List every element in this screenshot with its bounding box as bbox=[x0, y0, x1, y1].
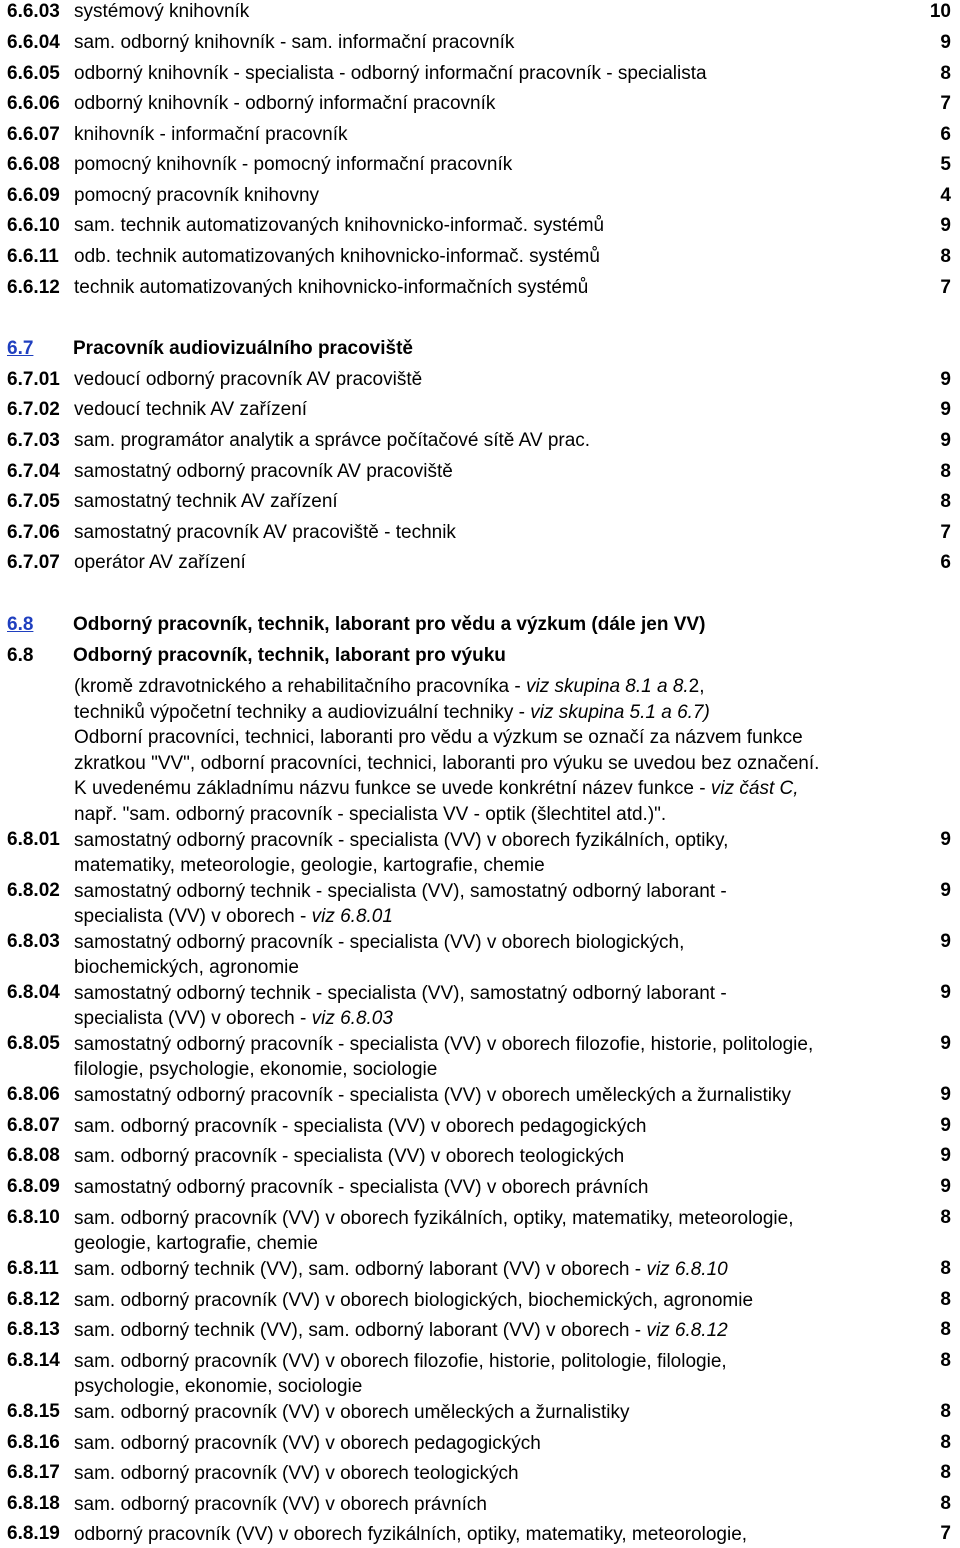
item-title-line bbox=[74, 1374, 934, 1399]
item-title-line bbox=[74, 1288, 934, 1313]
section-heading bbox=[0, 644, 960, 668]
pay-grade: 5 bbox=[940, 154, 951, 175]
item-code: 6.8.09 bbox=[7, 1176, 60, 1197]
pay-grade: 7 bbox=[940, 93, 951, 114]
item-reference: viz 6.8.10 bbox=[646, 1259, 728, 1280]
item-title-text: samostatný odborný pracovník - specialista (VV) v oborech filozofie, historie, politologie, bbox=[74, 1034, 814, 1055]
item-title-line bbox=[74, 828, 934, 853]
note-line bbox=[74, 776, 944, 802]
pay-grade: 9 bbox=[940, 399, 951, 420]
item-reference: viz 6.8.12 bbox=[646, 1320, 728, 1341]
item-title bbox=[74, 1114, 934, 1139]
item-title-line bbox=[74, 904, 934, 929]
item-title-line bbox=[74, 1032, 934, 1057]
pay-grade: 8 bbox=[940, 1207, 951, 1228]
item-code: 6.8.03 bbox=[7, 931, 60, 952]
item-code: 6.6.10 bbox=[7, 215, 60, 236]
item-code: 6.6.03 bbox=[7, 1, 60, 22]
item-title bbox=[74, 1257, 934, 1282]
item-code: 6.6.08 bbox=[7, 154, 60, 175]
item-title-line bbox=[74, 1006, 934, 1031]
item-code: 6.8.15 bbox=[7, 1401, 60, 1422]
pay-grade: 9 bbox=[940, 1084, 951, 1105]
item-code: 6.6.05 bbox=[7, 63, 60, 84]
pay-grade: 7 bbox=[940, 277, 951, 298]
item-title: sam. technik automatizovaných knihovnicko-informač. systémů bbox=[74, 215, 605, 236]
item-title-text: sam. odborný pracovník (VV) v oborech pedagogických bbox=[74, 1433, 541, 1454]
table-row bbox=[0, 551, 960, 575]
note-reference: viz skupina 5.1 a 6.7) bbox=[530, 701, 710, 723]
item-title-text: biochemických, agronomie bbox=[74, 957, 299, 978]
item-title-text: sam. odborný technik (VV), sam. odborný laborant (VV) v oborech - bbox=[74, 1259, 647, 1280]
item-title bbox=[74, 1318, 934, 1343]
item-title: sam. odborný knihovník - sam. informační pracovník bbox=[74, 32, 515, 53]
item-title: odb. technik automatizovaných knihovnicko-informač. systémů bbox=[74, 246, 600, 267]
item-title: odborný knihovník - odborný informační pracovník bbox=[74, 93, 496, 114]
note-text: zkratkou "VV", odborní pracovníci, technici, laboranti pro výuku se uvedou bez označení. bbox=[74, 752, 820, 774]
item-title-line bbox=[74, 1431, 934, 1456]
item-title: Pracovník audiovizuálního pracoviště bbox=[73, 338, 413, 359]
table-row bbox=[0, 0, 960, 24]
table-row bbox=[0, 31, 960, 55]
note-line bbox=[74, 751, 944, 777]
item-code: 6.8.07 bbox=[7, 1115, 60, 1136]
table-row bbox=[0, 981, 960, 1031]
note-text: Odborní pracovníci, technici, laboranti pro vědu a výzkum se označí za názvem funkce bbox=[74, 727, 803, 748]
pay-grade: 7 bbox=[940, 522, 951, 543]
item-title-line bbox=[74, 1257, 934, 1282]
item-title-line bbox=[74, 955, 934, 980]
item-title-text: filologie, psychologie, ekonomie, sociologie bbox=[74, 1059, 438, 1080]
item-title: pomocný knihovník - pomocný informační pracovník bbox=[74, 154, 513, 175]
note-text: (kromě zdravotnického a rehabilitačního pracovníka - bbox=[74, 676, 527, 697]
table-row bbox=[0, 1032, 960, 1082]
item-code: 6.8.16 bbox=[7, 1432, 60, 1453]
item-code: 6.8 bbox=[7, 645, 34, 666]
table-row bbox=[0, 398, 960, 422]
item-title bbox=[74, 1461, 934, 1486]
table-row bbox=[0, 828, 960, 878]
note-reference: viz skupina 8.1 a 8. bbox=[526, 676, 689, 697]
table-row bbox=[0, 1114, 960, 1140]
pay-grade: 6 bbox=[940, 552, 951, 573]
item-title-line bbox=[74, 981, 934, 1006]
item-title: vedoucí technik AV zařízení bbox=[74, 399, 308, 420]
item-code: 6.8.01 bbox=[7, 829, 60, 850]
table-row bbox=[0, 92, 960, 116]
pay-grade: 9 bbox=[940, 369, 951, 390]
item-title bbox=[74, 1206, 934, 1256]
item-code: 6.8.14 bbox=[7, 1350, 60, 1371]
item-title-text: samostatný odborný pracovník - specialista (VV) v oborech biologických, bbox=[74, 932, 685, 953]
item-title-text: sam. odborný technik (VV), sam. odborný laborant (VV) v oborech - bbox=[74, 1320, 647, 1341]
section-code-link[interactable]: 6.7 bbox=[7, 338, 34, 359]
item-code: 6.6.07 bbox=[7, 124, 60, 145]
item-title-text: samostatný odborný pracovník - specialista (VV) v oborech právních bbox=[74, 1177, 649, 1198]
table-row bbox=[0, 1318, 960, 1344]
item-title-text: sam. odborný pracovník (VV) v oborech teologických bbox=[74, 1463, 519, 1484]
note-line bbox=[74, 802, 944, 828]
item-code: 6.7.02 bbox=[7, 399, 60, 420]
item-title-text: matematiky, meteorologie, geologie, kartografie, chemie bbox=[74, 855, 545, 876]
item-reference: viz 6.8.01 bbox=[311, 906, 393, 927]
section-heading bbox=[0, 337, 960, 361]
pay-grade: 9 bbox=[940, 1145, 951, 1166]
item-code: 6.8.08 bbox=[7, 1145, 60, 1166]
section-note bbox=[74, 674, 944, 827]
item-code: 6.8.06 bbox=[7, 1084, 60, 1105]
item-title-line bbox=[74, 1349, 934, 1374]
pay-grade: 8 bbox=[940, 1350, 951, 1371]
item-title-text: sam. odborný pracovník - specialista (VV) v oborech pedagogických bbox=[74, 1116, 647, 1137]
item-title: knihovník - informační pracovník bbox=[74, 124, 348, 145]
table-row bbox=[0, 184, 960, 208]
pay-grade: 9 bbox=[940, 829, 951, 850]
pay-grade: 9 bbox=[940, 1115, 951, 1136]
item-title-line bbox=[74, 879, 934, 904]
pay-grade: 7 bbox=[940, 1523, 951, 1544]
note-line bbox=[74, 725, 944, 751]
item-title-text: specialista (VV) v oborech - bbox=[74, 1008, 312, 1029]
table-row bbox=[0, 62, 960, 86]
item-title-line bbox=[74, 1175, 934, 1200]
table-row bbox=[0, 1400, 960, 1426]
item-code: 6.8.10 bbox=[7, 1207, 60, 1228]
item-title: samostatný technik AV zařízení bbox=[74, 491, 338, 512]
table-row bbox=[0, 1288, 960, 1314]
note-line bbox=[74, 674, 944, 700]
table-row bbox=[0, 214, 960, 238]
item-title: operátor AV zařízení bbox=[74, 552, 246, 573]
item-title bbox=[74, 1083, 934, 1108]
table-row bbox=[0, 1349, 960, 1399]
pay-grade: 4 bbox=[940, 185, 951, 206]
table-row bbox=[0, 521, 960, 545]
table-row bbox=[0, 1206, 960, 1256]
item-title bbox=[74, 879, 934, 929]
item-title-line bbox=[74, 1318, 934, 1343]
table-row bbox=[0, 1144, 960, 1170]
item-title bbox=[74, 930, 934, 980]
item-code: 6.8.02 bbox=[7, 880, 60, 901]
item-code: 6.8.12 bbox=[7, 1289, 60, 1310]
item-title-text: samostatný odborný technik - specialista (VV), samostatný odborný laborant - bbox=[74, 881, 727, 902]
note-text: K uvedenému základnímu názvu funkce se uvede konkrétní název funkce - bbox=[74, 778, 711, 799]
item-title-line bbox=[74, 1083, 934, 1108]
item-title-text: samostatný odborný technik - specialista (VV), samostatný odborný laborant - bbox=[74, 983, 727, 1004]
pay-grade: 6 bbox=[940, 124, 951, 145]
note-text: 2, bbox=[688, 676, 705, 697]
section-heading bbox=[0, 613, 960, 637]
note-reference: viz část C, bbox=[710, 778, 799, 799]
item-title: vedoucí odborný pracovník AV pracoviště bbox=[74, 369, 423, 390]
item-title-line bbox=[74, 1057, 934, 1082]
item-title-text: sam. odborný pracovník - specialista (VV) v oborech teologických bbox=[74, 1146, 625, 1167]
table-row bbox=[0, 1522, 960, 1548]
pay-grade: 10 bbox=[929, 1, 951, 22]
item-title: odborný knihovník - specialista - odborný informační pracovník - specialista bbox=[74, 63, 707, 84]
item-code: 6.8.11 bbox=[7, 1258, 59, 1279]
item-title-text: odborný pracovník (VV) v oborech fyzikálních, optiky, matematiky, meteorologie, bbox=[74, 1524, 748, 1545]
item-title-text: sam. odborný pracovník (VV) v oborech právních bbox=[74, 1494, 487, 1515]
pay-grade: 8 bbox=[940, 1319, 951, 1340]
item-title-line bbox=[74, 1522, 934, 1547]
pay-grade: 9 bbox=[940, 1176, 951, 1197]
item-title-text: geologie, kartografie, chemie bbox=[74, 1233, 318, 1254]
item-title bbox=[74, 1522, 934, 1547]
item-title bbox=[74, 981, 934, 1031]
item-code: 6.7.05 bbox=[7, 491, 60, 512]
item-title bbox=[74, 1349, 934, 1399]
pay-grade: 8 bbox=[940, 491, 951, 512]
item-title-line bbox=[74, 853, 934, 878]
item-title bbox=[74, 1175, 934, 1200]
pay-grade: 9 bbox=[940, 931, 951, 952]
pay-grade: 8 bbox=[940, 1401, 951, 1422]
table-row bbox=[0, 879, 960, 929]
item-code: 6.8.04 bbox=[7, 982, 60, 1003]
item-title bbox=[74, 1400, 934, 1425]
pay-grade: 8 bbox=[940, 461, 951, 482]
item-title-text: sam. odborný pracovník (VV) v oborech biologických, biochemických, agronomie bbox=[74, 1290, 754, 1311]
item-code: 6.6.06 bbox=[7, 93, 60, 114]
note-text: např. "sam. odborný pracovník - specialista VV - optik (šlechtitel atd.)". bbox=[74, 803, 667, 825]
item-title: technik automatizovaných knihovnicko-informačních systémů bbox=[74, 277, 589, 298]
item-title-text: psychologie, ekonomie, sociologie bbox=[74, 1376, 363, 1397]
item-code: 6.7.07 bbox=[7, 552, 60, 573]
pay-grade: 8 bbox=[940, 1289, 951, 1310]
table-row bbox=[0, 429, 960, 453]
pay-grade: 9 bbox=[940, 880, 951, 901]
pay-grade: 9 bbox=[940, 430, 951, 451]
item-title bbox=[74, 1032, 934, 1082]
item-code: 6.6.09 bbox=[7, 185, 60, 206]
item-title-line bbox=[74, 1144, 934, 1169]
table-row bbox=[0, 1461, 960, 1487]
item-title-text: samostatný odborný pracovník - specialista (VV) v oborech uměleckých a žurnalistiky bbox=[74, 1085, 792, 1106]
item-code: 6.8.13 bbox=[7, 1319, 60, 1340]
pay-grade: 9 bbox=[940, 1033, 951, 1054]
item-title-line bbox=[74, 1400, 934, 1425]
table-row bbox=[0, 1083, 960, 1109]
item-title-text: specialista (VV) v oborech - bbox=[74, 906, 312, 927]
item-title bbox=[74, 1288, 934, 1313]
table-row bbox=[0, 276, 960, 300]
pay-grade: 8 bbox=[940, 1432, 951, 1453]
item-code: 6.6.12 bbox=[7, 277, 60, 298]
item-title bbox=[74, 1492, 934, 1517]
pay-grade: 9 bbox=[940, 215, 951, 236]
item-title bbox=[74, 1144, 934, 1169]
table-row bbox=[0, 123, 960, 147]
item-title-line bbox=[74, 930, 934, 955]
pay-grade: 9 bbox=[940, 982, 951, 1003]
item-code: 6.6.11 bbox=[7, 246, 59, 267]
item-title-line bbox=[74, 1114, 934, 1139]
pay-grade: 8 bbox=[940, 1462, 951, 1483]
item-title: systémový knihovník bbox=[74, 1, 250, 22]
item-title-line bbox=[74, 1206, 934, 1231]
item-code: 6.7.03 bbox=[7, 430, 60, 451]
table-row bbox=[0, 460, 960, 484]
table-row bbox=[0, 490, 960, 514]
item-title: pomocný pracovník knihovny bbox=[74, 185, 320, 206]
item-title bbox=[74, 828, 934, 878]
item-code: 6.7.04 bbox=[7, 461, 60, 482]
item-code: 6.7.01 bbox=[7, 369, 60, 390]
pay-grade: 8 bbox=[940, 246, 951, 267]
item-code: 6.6.04 bbox=[7, 32, 60, 53]
item-title-line bbox=[74, 1461, 934, 1486]
pay-grade: 8 bbox=[940, 1493, 951, 1514]
item-title-text: samostatný odborný pracovník - specialista (VV) v oborech fyzikálních, optiky, bbox=[74, 830, 729, 851]
item-title-line bbox=[74, 1231, 934, 1256]
item-title-text: sam. odborný pracovník (VV) v oborech fyzikálních, optiky, matematiky, meteorologie, bbox=[74, 1208, 794, 1229]
table-row bbox=[0, 930, 960, 980]
item-title-text: sam. odborný pracovník (VV) v oborech uměleckých a žurnalistiky bbox=[74, 1402, 630, 1423]
item-title: samostatný pracovník AV pracoviště - technik bbox=[74, 522, 456, 543]
item-title: Odborný pracovník, technik, laborant pro výuku bbox=[73, 645, 506, 666]
item-code: 6.8.18 bbox=[7, 1493, 60, 1514]
table-row bbox=[0, 1257, 960, 1283]
pay-grade: 9 bbox=[940, 32, 951, 53]
table-row bbox=[0, 245, 960, 269]
pay-grade: 8 bbox=[940, 63, 951, 84]
item-code: 6.7.06 bbox=[7, 522, 60, 543]
note-text: techniků výpočetní techniky a audiovizuální techniky - bbox=[74, 701, 531, 723]
item-title: sam. programátor analytik a správce počítačové sítě AV prac. bbox=[74, 430, 591, 451]
item-title: samostatný odborný pracovník AV pracoviště bbox=[74, 461, 453, 482]
item-reference: viz 6.8.03 bbox=[311, 1008, 393, 1029]
section-code-link[interactable]: 6.8 bbox=[7, 614, 34, 635]
pay-grade: 8 bbox=[940, 1258, 951, 1279]
item-title bbox=[74, 1431, 934, 1456]
item-title-line bbox=[74, 1492, 934, 1517]
item-code: 6.8.05 bbox=[7, 1033, 60, 1054]
item-code: 6.8.19 bbox=[7, 1523, 60, 1544]
table-row bbox=[0, 153, 960, 177]
item-title-text: sam. odborný pracovník (VV) v oborech filozofie, historie, politologie, filologie, bbox=[74, 1351, 727, 1372]
note-line bbox=[74, 700, 944, 726]
table-row bbox=[0, 368, 960, 392]
item-code: 6.8.17 bbox=[7, 1462, 60, 1483]
item-title: Odborný pracovník, technik, laborant pro vědu a výzkum (dále jen VV) bbox=[73, 614, 706, 635]
table-row bbox=[0, 1431, 960, 1457]
table-row bbox=[0, 1492, 960, 1518]
table-row bbox=[0, 1175, 960, 1201]
